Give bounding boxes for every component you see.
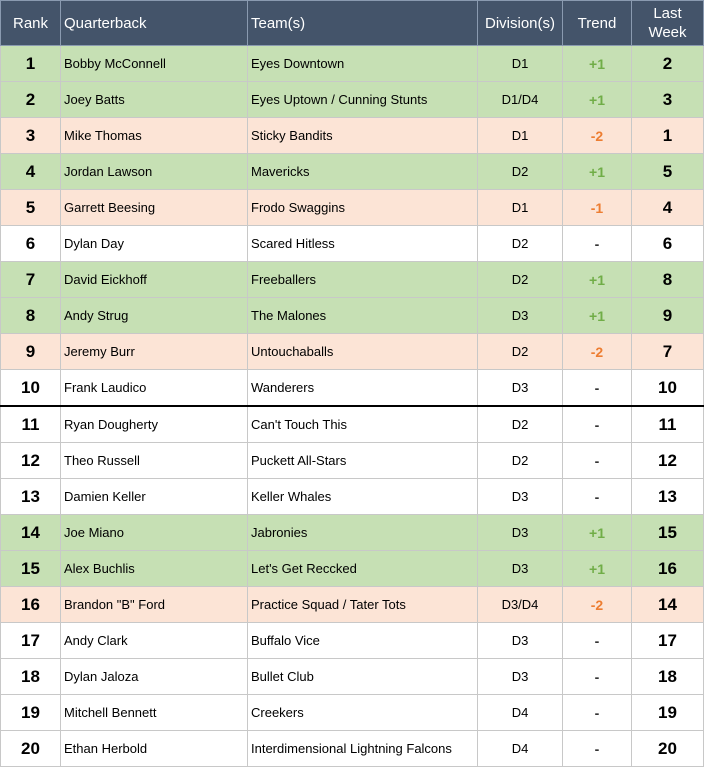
team-cell: Jabronies xyxy=(248,515,478,551)
table-row xyxy=(1,731,704,767)
quarterback-cell: Joey Batts xyxy=(61,82,248,118)
header-divisions: Division(s) xyxy=(478,1,563,46)
table-row xyxy=(1,334,704,370)
table-row xyxy=(1,298,704,334)
division-cell: D2 xyxy=(478,262,563,298)
table-row xyxy=(1,262,704,298)
rank-cell: 4 xyxy=(1,154,61,190)
trend-cell: - xyxy=(563,695,632,731)
table-row xyxy=(1,46,704,82)
team-cell: Puckett All-Stars xyxy=(248,443,478,479)
division-cell: D4 xyxy=(478,695,563,731)
table-row xyxy=(1,406,704,443)
trend-cell: - xyxy=(563,479,632,515)
quarterback-cell: Theo Russell xyxy=(61,443,248,479)
rank-cell: 1 xyxy=(1,46,61,82)
table-row xyxy=(1,190,704,226)
trend-cell: - xyxy=(563,659,632,695)
team-cell: Wanderers xyxy=(248,370,478,407)
trend-cell: - xyxy=(563,623,632,659)
last-week-cell: 17 xyxy=(632,623,704,659)
trend-cell: +1 xyxy=(563,515,632,551)
last-week-cell: 10 xyxy=(632,370,704,407)
table-row xyxy=(1,587,704,623)
team-cell: Creekers xyxy=(248,695,478,731)
team-cell: Interdimensional Lightning Falcons xyxy=(248,731,478,767)
rank-cell: 9 xyxy=(1,334,61,370)
quarterback-cell: Bobby McConnell xyxy=(61,46,248,82)
team-cell: Buffalo Vice xyxy=(248,623,478,659)
table-row xyxy=(1,82,704,118)
rank-cell: 2 xyxy=(1,82,61,118)
rank-cell: 19 xyxy=(1,695,61,731)
quarterback-cell: Mike Thomas xyxy=(61,118,248,154)
last-week-cell: 13 xyxy=(632,479,704,515)
division-cell: D3 xyxy=(478,659,563,695)
division-cell: D1 xyxy=(478,118,563,154)
quarterback-cell: Andy Strug xyxy=(61,298,248,334)
rank-cell: 10 xyxy=(1,370,61,407)
division-cell: D2 xyxy=(478,154,563,190)
division-cell: D1 xyxy=(478,190,563,226)
header-row xyxy=(1,1,704,46)
division-cell: D1/D4 xyxy=(478,82,563,118)
trend-cell: - xyxy=(563,406,632,443)
trend-cell: +1 xyxy=(563,154,632,190)
division-cell: D3 xyxy=(478,479,563,515)
table-row xyxy=(1,154,704,190)
quarterback-cell: Ryan Dougherty xyxy=(61,406,248,443)
quarterback-cell: Dylan Day xyxy=(61,226,248,262)
division-cell: D4 xyxy=(478,731,563,767)
header-trend: Trend xyxy=(563,1,632,46)
division-cell: D2 xyxy=(478,226,563,262)
quarterback-cell: Damien Keller xyxy=(61,479,248,515)
team-cell: Keller Whales xyxy=(248,479,478,515)
table-row xyxy=(1,118,704,154)
quarterback-cell: Frank Laudico xyxy=(61,370,248,407)
team-cell: Can't Touch This xyxy=(248,406,478,443)
rank-cell: 12 xyxy=(1,443,61,479)
rank-cell: 8 xyxy=(1,298,61,334)
team-cell: Bullet Club xyxy=(248,659,478,695)
quarterback-cell: Garrett Beesing xyxy=(61,190,248,226)
team-cell: Eyes Uptown / Cunning Stunts xyxy=(248,82,478,118)
quarterback-cell: Brandon "B" Ford xyxy=(61,587,248,623)
trend-cell: - xyxy=(563,370,632,407)
rank-cell: 6 xyxy=(1,226,61,262)
table-row xyxy=(1,479,704,515)
table-row xyxy=(1,623,704,659)
rank-cell: 20 xyxy=(1,731,61,767)
quarterback-cell: David Eickhoff xyxy=(61,262,248,298)
table-row xyxy=(1,370,704,407)
table-row xyxy=(1,226,704,262)
team-cell: Let's Get Reccked xyxy=(248,551,478,587)
trend-cell: +1 xyxy=(563,82,632,118)
team-cell: Mavericks xyxy=(248,154,478,190)
header-quarterback: Quarterback xyxy=(61,1,248,46)
team-cell: Sticky Bandits xyxy=(248,118,478,154)
team-cell: Frodo Swaggins xyxy=(248,190,478,226)
last-week-cell: 18 xyxy=(632,659,704,695)
division-cell: D3 xyxy=(478,298,563,334)
team-cell: Scared Hitless xyxy=(248,226,478,262)
last-week-cell: 12 xyxy=(632,443,704,479)
last-week-cell: 7 xyxy=(632,334,704,370)
last-week-cell: 11 xyxy=(632,406,704,443)
last-week-cell: 5 xyxy=(632,154,704,190)
division-cell: D3 xyxy=(478,515,563,551)
rank-cell: 16 xyxy=(1,587,61,623)
table-row xyxy=(1,551,704,587)
quarterback-cell: Jeremy Burr xyxy=(61,334,248,370)
trend-cell: -2 xyxy=(563,118,632,154)
rank-cell: 18 xyxy=(1,659,61,695)
last-week-cell: 2 xyxy=(632,46,704,82)
division-cell: D2 xyxy=(478,334,563,370)
rank-cell: 14 xyxy=(1,515,61,551)
last-week-cell: 20 xyxy=(632,731,704,767)
trend-cell: -2 xyxy=(563,334,632,370)
trend-cell: - xyxy=(563,226,632,262)
team-cell: The Malones xyxy=(248,298,478,334)
last-week-cell: 14 xyxy=(632,587,704,623)
rank-cell: 17 xyxy=(1,623,61,659)
division-cell: D2 xyxy=(478,443,563,479)
division-cell: D1 xyxy=(478,46,563,82)
team-cell: Eyes Downtown xyxy=(248,46,478,82)
header-last-week: Last Week xyxy=(632,1,704,46)
trend-cell: - xyxy=(563,731,632,767)
trend-cell: +1 xyxy=(563,298,632,334)
table-row xyxy=(1,515,704,551)
last-week-cell: 15 xyxy=(632,515,704,551)
division-cell: D3 xyxy=(478,551,563,587)
trend-cell: +1 xyxy=(563,262,632,298)
quarterback-cell: Dylan Jaloza xyxy=(61,659,248,695)
rank-cell: 13 xyxy=(1,479,61,515)
last-week-cell: 4 xyxy=(632,190,704,226)
trend-cell: +1 xyxy=(563,46,632,82)
division-cell: D2 xyxy=(478,406,563,443)
quarterback-cell: Mitchell Bennett xyxy=(61,695,248,731)
trend-cell: +1 xyxy=(563,551,632,587)
table-row xyxy=(1,443,704,479)
last-week-cell: 9 xyxy=(632,298,704,334)
header-rank: Rank xyxy=(1,1,61,46)
rank-cell: 15 xyxy=(1,551,61,587)
last-week-cell: 1 xyxy=(632,118,704,154)
quarterback-cell: Andy Clark xyxy=(61,623,248,659)
team-cell: Practice Squad / Tater Tots xyxy=(248,587,478,623)
trend-cell: - xyxy=(563,443,632,479)
last-week-cell: 19 xyxy=(632,695,704,731)
rank-cell: 7 xyxy=(1,262,61,298)
rank-cell: 11 xyxy=(1,406,61,443)
division-cell: D3 xyxy=(478,623,563,659)
table-row xyxy=(1,695,704,731)
division-cell: D3/D4 xyxy=(478,587,563,623)
header-teams: Team(s) xyxy=(248,1,478,46)
last-week-cell: 16 xyxy=(632,551,704,587)
rank-cell: 5 xyxy=(1,190,61,226)
table-row xyxy=(1,659,704,695)
division-cell: D3 xyxy=(478,370,563,407)
quarterback-cell: Ethan Herbold xyxy=(61,731,248,767)
team-cell: Untouchaballs xyxy=(248,334,478,370)
last-week-cell: 8 xyxy=(632,262,704,298)
quarterback-cell: Alex Buchlis xyxy=(61,551,248,587)
last-week-cell: 6 xyxy=(632,226,704,262)
rank-cell: 3 xyxy=(1,118,61,154)
last-week-cell: 3 xyxy=(632,82,704,118)
trend-cell: -1 xyxy=(563,190,632,226)
quarterback-cell: Jordan Lawson xyxy=(61,154,248,190)
team-cell: Freeballers xyxy=(248,262,478,298)
trend-cell: -2 xyxy=(563,587,632,623)
quarterback-cell: Joe Miano xyxy=(61,515,248,551)
